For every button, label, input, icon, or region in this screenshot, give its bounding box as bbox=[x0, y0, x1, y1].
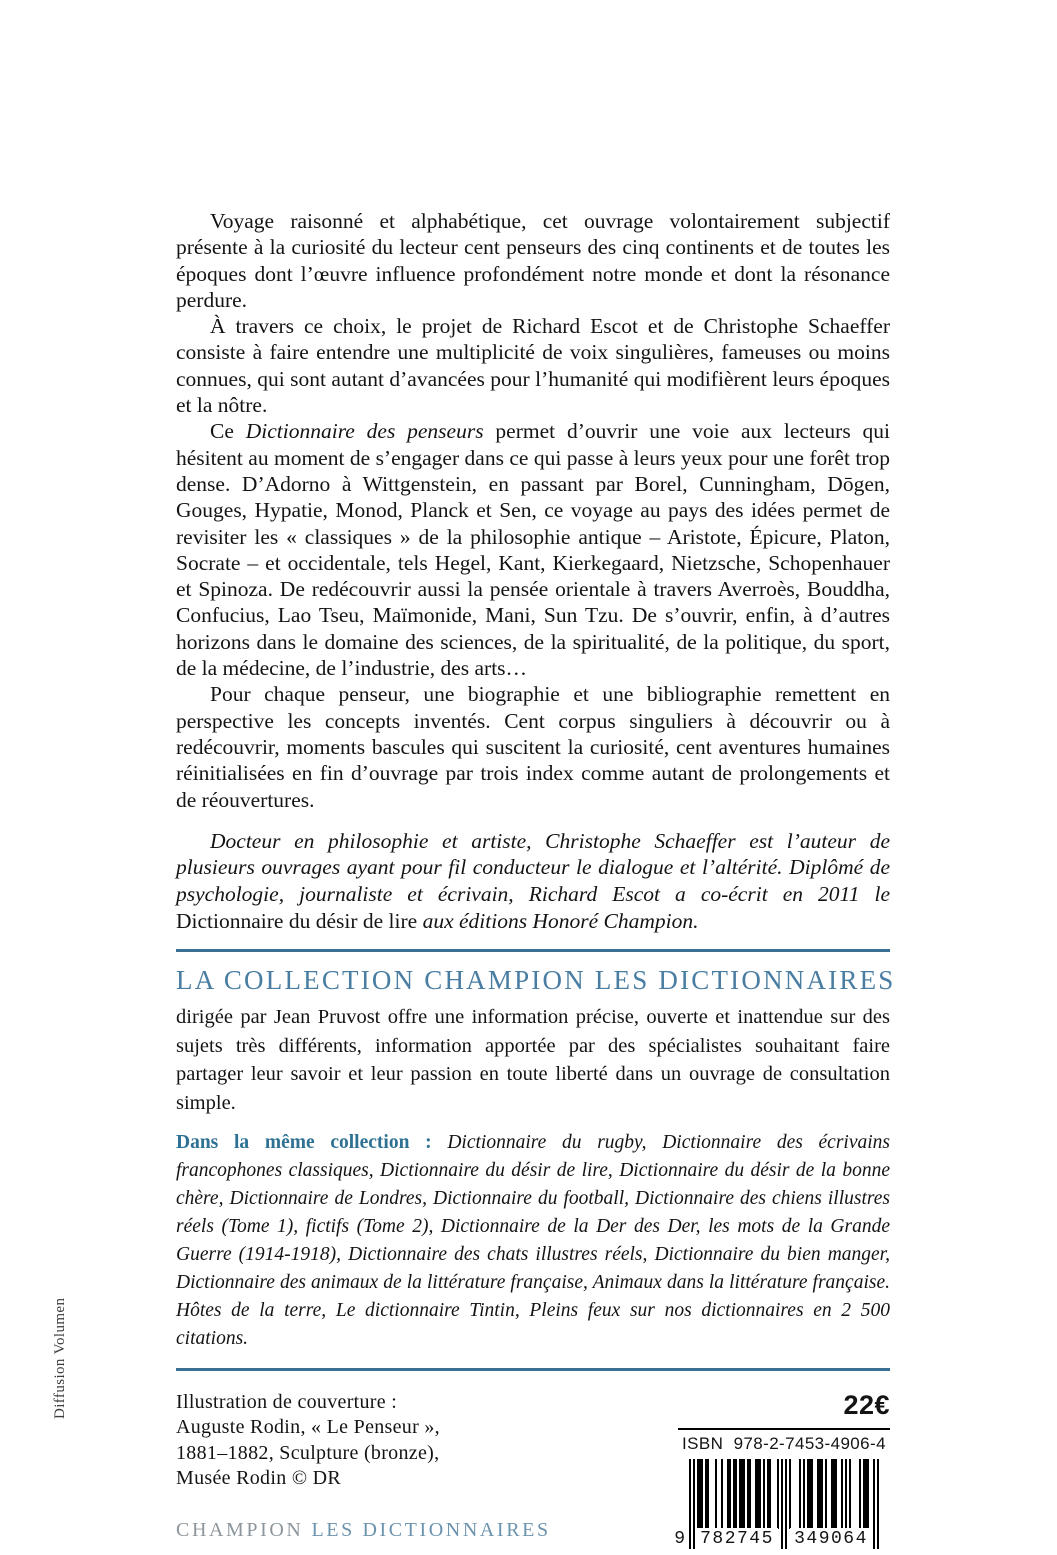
blurb-section bbox=[176, 208, 890, 813]
cover-credit-block bbox=[176, 1390, 551, 1492]
barcode-digits-right: 349064 bbox=[790, 1528, 872, 1550]
imprint-dictionnaires-label: LES DICTIONNAIRES bbox=[311, 1518, 551, 1541]
collection-heading: LA COLLECTION CHAMPION LES DICTIONNAIRES bbox=[176, 965, 896, 996]
blurb-paragraph-4: Pour chaque penseur, une biographie et une bibliographie remettent en perspective les concepts inventés. Cent corpus singuliers à découvrir ou à redécouvrir, moments bascules qui suscitent la curiosité, cent aventures humaines réinitialisées en fin d’ouvrage par trois index comme autant de prolongements et de réouvertures. bbox=[176, 682, 890, 812]
collection-description: dirigée par Jean Pruvost offre une information précise, ouverte et inattendue sur des sujets très différents, information apportée par des spécialistes souhaitant faire partager leur savoir et leur passion en toute liberté dans un ouvrage de consultation simple. bbox=[176, 1006, 890, 1114]
credit-line: Illustration de couverture : bbox=[176, 1390, 398, 1413]
isbn-block bbox=[674, 1428, 890, 1555]
price-isbn-column bbox=[674, 1389, 890, 1555]
spine-distributor-text: Diffusion Volumen bbox=[52, 1297, 68, 1419]
back-cover-content bbox=[176, 208, 896, 1555]
barcode-digits-left: 782745 bbox=[696, 1528, 778, 1550]
imprint-champion-label: CHAMPION bbox=[176, 1518, 304, 1541]
barcode-digit-first: 9 bbox=[674, 1528, 685, 1549]
credit-line: Musée Rodin © DR bbox=[176, 1467, 341, 1490]
author-bio-note: Docteur en philosophie et artiste, Christophe Schaeffer est l’auteur de plusieurs ouvrages ayant pour fil conducteur le dialogue et l’altérité. Diplômé de psychologie, journaliste et écrivain, Richard Escot a co-écrit en 2011 le Dictionnaire du désir de lire aux éditions Honoré Champion. bbox=[176, 828, 890, 933]
ean13-barcode bbox=[674, 1459, 879, 1555]
price-label: 22€ bbox=[843, 1389, 890, 1420]
divider-rule-bottom bbox=[176, 1368, 890, 1371]
same-collection-label: Dans la même collection : bbox=[176, 1131, 432, 1153]
credit-line: Auguste Rodin, « Le Penseur », bbox=[176, 1416, 440, 1439]
credit-line: 1881–1882, Sculpture (bronze), bbox=[176, 1441, 440, 1464]
isbn-label: ISBN 978-2-7453-4906-4 bbox=[682, 1433, 886, 1453]
blurb-paragraph-3: Ce Dictionnaire des penseurs permet d’ouvrir une voie aux lecteurs qui hésitent au moment de s’engager dans ce qui passe à leurs yeux pour une forêt trop dense. D’Adorno à Wittgenstein, en passant par Borel, Cunningham, Dōgen, Gouges, Hypatie, Monod, Planck et Sen, ce voyage au pays des idées permet de revisiter les « classiques » de la philosophie antique – Aristote, Épicure, Platon, Socrate – et occidentale, tels Hegel, Kant, Kierkegaard, Nietzsche, Schopenhauer et Spinoza. De redécouvrir aussi la pensée orientale à travers Averroès, Bouddha, Confucius, Lao Tseu, Maïmonide, Mani, Sun Tzu. De s’ouvrir, enfin, à d’autres horizons dans le domaine des sciences, de la spiritualité, de la politique, du sport, de la médecine, de l’industrie, des arts… bbox=[176, 419, 891, 681]
same-collection-list: Dictionnaire du rugby, Dictionnaire des écrivains francophones classiques, Dictionnaire du désir de lire, Dictionnaire du désir de la bonne chère, Dictionnaire de Londres, Dictionnaire du football, Dictionnaire des chiens illustres réels (Tome 1), fictifs (Tome 2), Dictionnaire de la Der des Der, les mots de la Grande Guerre (1914-1918), Dictionnaire des chats illustres réels, Dictionnaire du bien manger, Dictionnaire des animaux de la littérature française, Animaux dans la littérature française. Hôtes de la terre, Le dictionnaire Tintin, Pleins feux sur nos dictionnaires en 2 500 citations. bbox=[176, 1131, 891, 1349]
blurb-paragraph-2: À travers ce choix, le projet de Richard Escot et de Christophe Schaeffer consiste à faire entendre une multiplicité de voix singulières, fameuses ou moins connues, qui sont autant d’avancées pour l’humanité qui modifièrent leurs époques et la nôtre. bbox=[176, 314, 890, 418]
footer-section bbox=[176, 1390, 890, 1555]
blurb-paragraph-1: Voyage raisonné et alphabétique, cet ouvrage volontairement subjectif présente à la curiosité du lecteur cent penseurs des cinq continents et de toutes les époques dont l’œuvre influence profondément notre monde et dont la résonance perdure. bbox=[176, 209, 890, 312]
same-collection-paragraph bbox=[176, 1129, 890, 1353]
divider-rule-top bbox=[176, 949, 890, 952]
cover-credit-column bbox=[176, 1390, 551, 1542]
publisher-imprint bbox=[176, 1519, 551, 1542]
